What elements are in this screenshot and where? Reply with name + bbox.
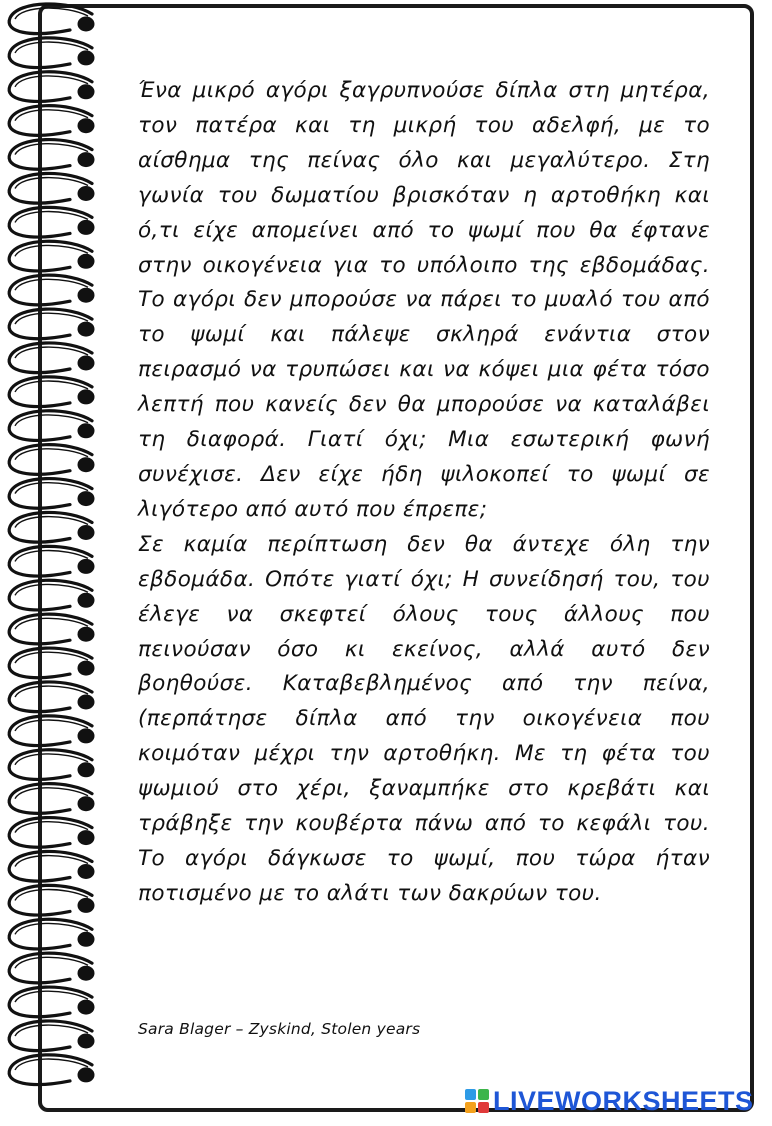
spiral-binding-ring-icon <box>9 140 94 170</box>
binding-hole <box>78 1067 95 1082</box>
spiral-ring-inner <box>15 957 88 968</box>
spiral-binding-ring-icon <box>9 614 94 644</box>
spiral-ring-inner <box>15 313 88 324</box>
binding-hole <box>78 17 95 32</box>
spiral-ring-inner <box>15 618 88 629</box>
spiral-ring-inner <box>15 856 88 867</box>
spiral-binding-ring-icon <box>9 173 94 203</box>
spiral-ring-inner <box>15 889 88 900</box>
spiral-ring-inner <box>15 245 88 256</box>
spiral-binding-ring-icon <box>9 72 94 102</box>
spiral-binding-ring-icon <box>9 580 94 610</box>
binding-hole <box>78 118 95 133</box>
binding-hole <box>78 898 95 913</box>
binding-hole <box>78 728 95 743</box>
story-text <box>138 74 710 912</box>
binding-hole <box>78 864 95 879</box>
binding-hole <box>78 830 95 845</box>
spiral-binding <box>0 0 110 1126</box>
spiral-ring-inner <box>15 178 88 189</box>
binding-hole <box>78 288 95 303</box>
spiral-binding-ring-icon <box>9 716 94 746</box>
logo-square-4 <box>478 1102 489 1113</box>
spiral-binding-ring-icon <box>9 4 94 34</box>
spiral-binding-ring-icon <box>9 919 94 949</box>
spiral-binding-ring-icon <box>9 445 94 475</box>
spiral-binding-ring-icon <box>9 784 94 814</box>
binding-hole <box>78 796 95 811</box>
spiral-binding-ring-icon <box>9 851 94 881</box>
spiral-ring-inner <box>15 449 88 460</box>
binding-hole <box>78 762 95 777</box>
spiral-binding-ring-icon <box>9 818 94 848</box>
logo-text: LIVEWORKSHEETS <box>493 1085 754 1116</box>
binding-hole <box>78 932 95 947</box>
spiral-binding-ring-icon <box>9 207 94 237</box>
spiral-ring-inner <box>15 754 88 765</box>
spiral-ring-inner <box>15 42 88 53</box>
spiral-ring-inner <box>15 381 88 392</box>
binding-hole <box>78 1000 95 1015</box>
spiral-ring-inner <box>15 720 88 731</box>
binding-hole <box>78 695 95 710</box>
binding-hole <box>78 254 95 269</box>
binding-hole <box>78 966 95 981</box>
binding-hole <box>78 593 95 608</box>
citation: Sara Blager – Zyskind, Stolen years <box>138 1020 421 1038</box>
binding-hole <box>78 627 95 642</box>
spiral-binding-ring-icon <box>9 377 94 407</box>
spiral-ring-inner <box>15 788 88 799</box>
spiral-binding-ring-icon <box>9 546 94 576</box>
spiral-binding-ring-icon <box>9 275 94 305</box>
spiral-binding-ring-icon <box>9 512 94 542</box>
spiral-binding-ring-icon <box>9 241 94 271</box>
spiral-ring-inner <box>15 8 88 19</box>
spiral-binding-ring-icon <box>9 953 94 983</box>
spiral-ring-inner <box>15 822 88 833</box>
paragraph-2: Σε καμία περίπτωση δεν θα άντεχε όλη την εβδομάδα. Οπότε γιατί όχι; Η συνείδησή του, του έλεγε να σκεφτεί όλους τους άλλους που πεινούσαν όσο κι εκείνος, αλλά αυτό δεν βοηθούσε. Καταβεβλημένος από την πείνα, (περπάτησε δίπλα από την οικογένεια που κοιμόταν μέχρι την αρτοθήκη. Με τη φέτα του ψωμιού στο χέρι, ξαναμπήκε στο κρεβάτι και τράβηξε την κουβέρτα πάνω από το κεφάλι του. Το αγόρι δάγκωσε το ψωμί, που τώρα ήταν ποτισμένο με το αλάτι των δακρύων του. <box>138 531 710 906</box>
liveworksheets-logo <box>465 1086 754 1116</box>
spiral-binding-ring-icon <box>9 479 94 509</box>
spiral-ring-inner <box>15 550 88 561</box>
binding-hole <box>78 491 95 506</box>
spiral-binding-ring-icon <box>9 987 94 1017</box>
binding-hole <box>78 220 95 235</box>
spiral-binding-ring-icon <box>9 411 94 441</box>
spiral-binding-ring-icon <box>9 106 94 136</box>
binding-hole <box>78 559 95 574</box>
spiral-ring-inner <box>15 991 88 1002</box>
binding-hole <box>78 50 95 65</box>
binding-hole <box>78 186 95 201</box>
spiral-ring-inner <box>15 483 88 494</box>
spiral-binding-ring-icon <box>9 1021 94 1051</box>
spiral-binding-ring-icon <box>9 885 94 915</box>
binding-hole <box>78 661 95 676</box>
binding-hole <box>78 525 95 540</box>
spiral-ring-inner <box>15 584 88 595</box>
spiral-binding-ring-icon <box>9 343 94 373</box>
spiral-ring-inner <box>15 76 88 87</box>
spiral-ring-inner <box>15 415 88 426</box>
spiral-ring-inner <box>15 517 88 528</box>
binding-hole <box>78 1034 95 1049</box>
spiral-binding-ring-icon <box>9 1055 94 1085</box>
spiral-binding-ring-icon <box>9 750 94 780</box>
spiral-ring-inner <box>15 211 88 222</box>
spiral-ring-inner <box>15 1059 88 1070</box>
binding-hole <box>78 152 95 167</box>
logo-square-2 <box>478 1089 489 1100</box>
spiral-binding-ring-icon <box>9 309 94 339</box>
spiral-binding-ring-icon <box>9 38 94 68</box>
binding-hole <box>78 423 95 438</box>
liveworksheets-logo-icon <box>465 1089 489 1113</box>
binding-hole <box>78 356 95 371</box>
spiral-ring-inner <box>15 1025 88 1036</box>
spiral-ring-inner <box>15 144 88 155</box>
spiral-ring-inner <box>15 652 88 663</box>
spiral-ring-inner <box>15 110 88 121</box>
logo-square-1 <box>465 1089 476 1100</box>
binding-hole <box>78 457 95 472</box>
binding-hole <box>78 322 95 337</box>
paragraph-1: Ένα μικρό αγόρι ξαγρυπνούσε δίπλα στη μητέρα, τον πατέρα και τη μικρή του αδελφή, με το αίσθημα της πείνας όλο και μεγαλύτερο. Στη γωνία του δωματίου βρισκόταν η αρτοθήκη και ό,τι είχε απομείνει από το ψωμί που θα έφτανε στην οικογένεια για το υπόλοιπο της εβδομάδας. Το αγόρι δεν μπορούσε να πάρει το μυαλό του από το ψωμί και πάλεψε σκληρά ενάντια στον πειρασμό να τρυπώσει και να κόψει μια φέτα τόσο λεπτή που κανείς δεν θα μπορούσε να καταλάβει τη διαφορά. Γιατί όχι; Μια εσωτερική φωνή συνέχισε. Δεν είχε ήδη ψιλοκοπεί το ψωμί σε λιγότερο από αυτό που έπρεπε; <box>138 78 710 522</box>
spiral-ring-inner <box>15 347 88 358</box>
logo-square-3 <box>465 1102 476 1113</box>
spiral-binding-ring-icon <box>9 682 94 712</box>
binding-hole <box>78 84 95 99</box>
spiral-ring-inner <box>15 279 88 290</box>
spiral-ring-inner <box>15 923 88 934</box>
spiral-ring-inner <box>15 686 88 697</box>
binding-hole <box>78 389 95 404</box>
spiral-binding-ring-icon <box>9 648 94 678</box>
